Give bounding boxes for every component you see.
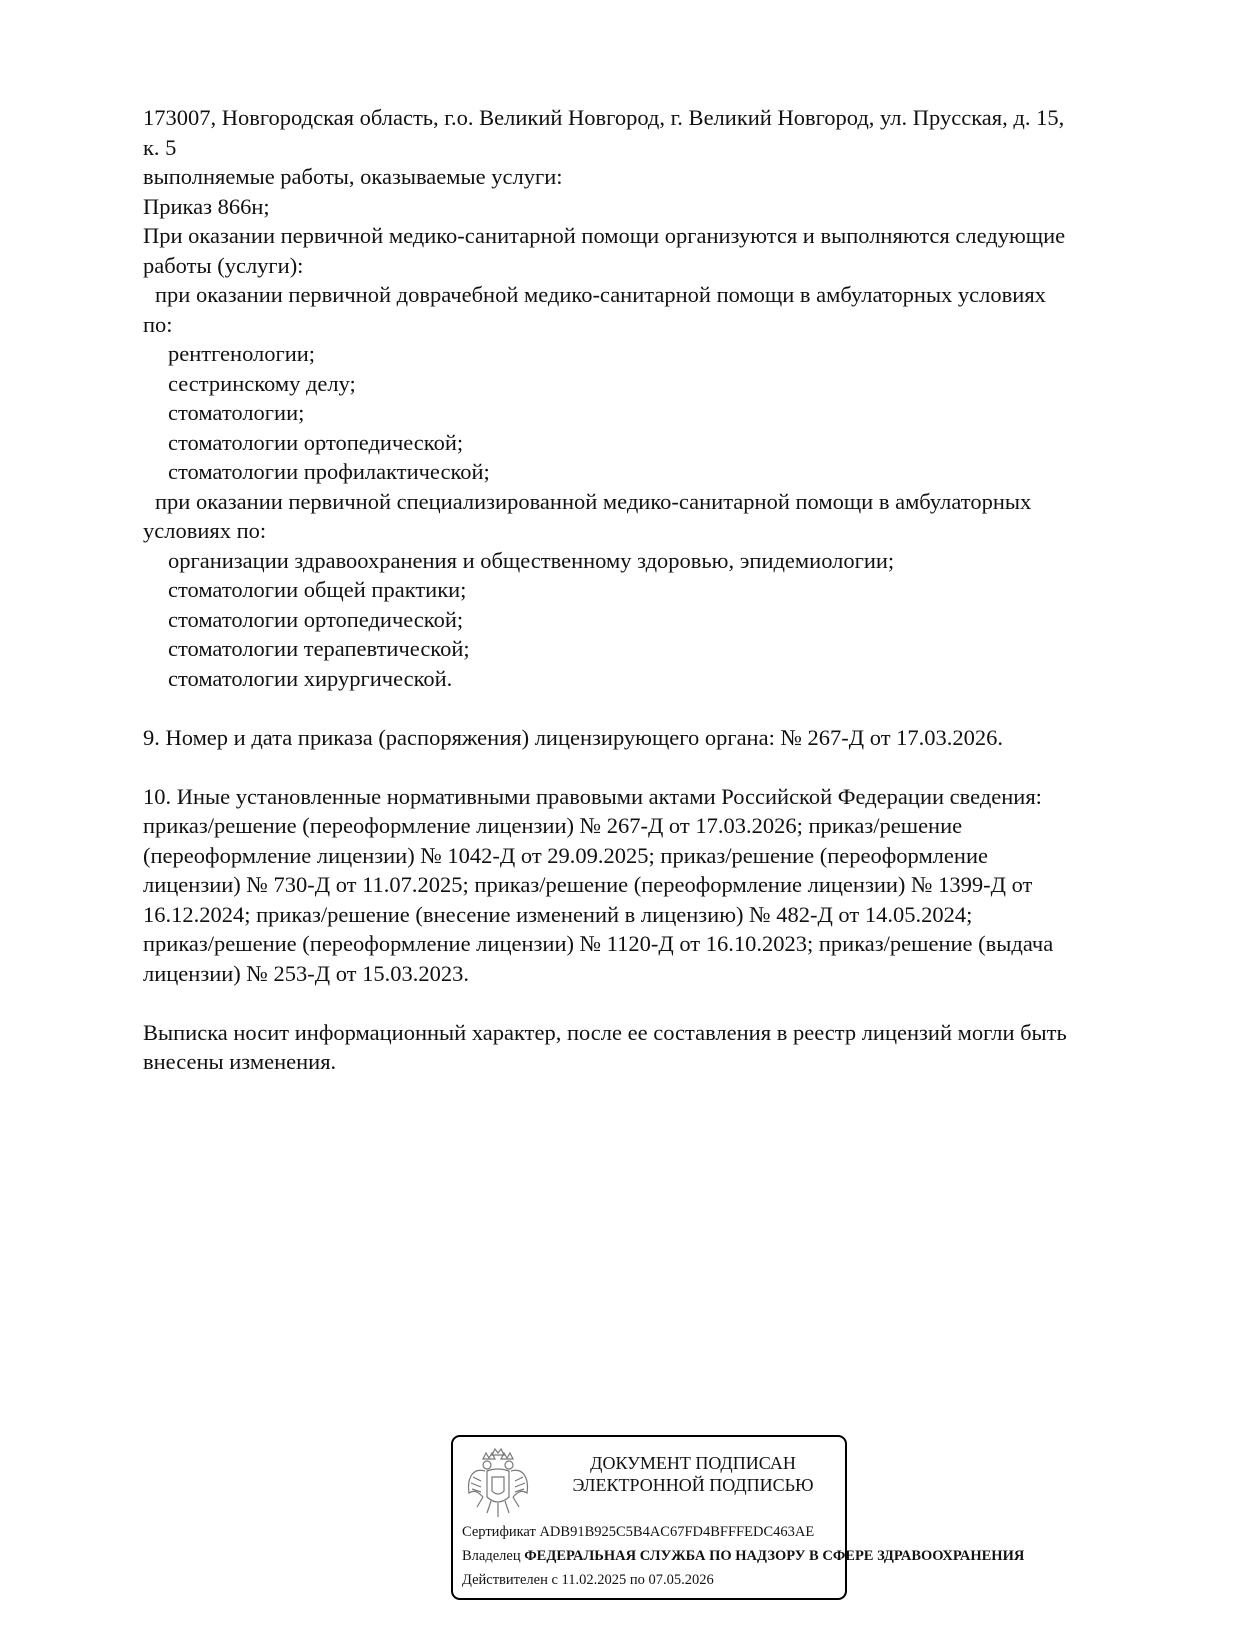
section2-heading-line-2: условиях по:: [143, 518, 267, 543]
item-10-line: 16.12.2024; приказ/решение (внесение изменений в лицензию) № 482-Д от 14.05.2024;: [143, 901, 973, 927]
list-item: стоматологии терапевтической;: [168, 636, 470, 661]
list-item: рентгенологии;: [168, 341, 316, 366]
section2-heading-line-1: при оказании первичной специализированной медико-санитарной помощи в амбулаторных: [155, 488, 1032, 514]
stamp-title-line-2: ЭЛЕКТРОННОЙ ПОДПИСЬЮ: [572, 1475, 814, 1495]
list-item: стоматологии профилактической;: [168, 459, 490, 484]
item-10-line: (переоформление лицензии) № 1042-Д от 29.09.2025; приказ/решение (переоформление: [143, 842, 988, 868]
electronic-signature-stamp: [451, 1435, 1025, 1600]
order-reference: Приказ 866н;: [143, 193, 270, 219]
coat-of-arms-icon: [465, 1447, 531, 1527]
works-heading: выполняемые работы, оказываемые услуги:: [143, 164, 563, 189]
validity-row: Действителен с 11.02.2025 по 07.05.2026: [462, 1572, 714, 1588]
spacer: [143, 988, 1143, 1018]
list-item: стоматологии общей практики;: [168, 577, 467, 602]
item-10-line: приказ/решение (переоформление лицензии) № 1120-Д от 16.10.2023; приказ/решение (выдача: [143, 931, 1054, 956]
certificate-label: Сертификат: [462, 1524, 536, 1540]
item-10-line: 10. Иные установленные нормативными правовыми актами Российской Федерации сведения:: [143, 783, 1042, 809]
certificate-value: ADB91B925C5B4AC67FD4BFFFEDC463AE: [539, 1524, 815, 1540]
intro-line-2: работы (услуги):: [143, 252, 304, 278]
stamp-title-line-1: ДОКУМЕНТ ПОДПИСАН: [590, 1453, 796, 1473]
list-item: стоматологии хирургической.: [168, 665, 453, 691]
disclaimer-line: Выписка носит информационный характер, после ее составления в реестр лицензий могли быть: [143, 1019, 1067, 1045]
document-body: [143, 103, 1143, 1077]
owner-label: Владелец: [462, 1548, 521, 1564]
certificate-row: [462, 1523, 814, 1541]
list-item: стоматологии;: [168, 400, 305, 425]
item-10-line: приказ/решение (переоформление лицензии) № 267-Д от 17.03.2026; приказ/решение: [143, 813, 963, 838]
spacer: [143, 752, 1143, 782]
item-10-line: лицензии) № 730-Д от 11.07.2025; приказ/решение (переоформление лицензии) № 1399-Д от: [143, 872, 1033, 897]
section1-heading-line-1: при оказании первичной доврачебной медико-санитарной помощи в амбулаторных условиях: [155, 282, 1046, 307]
list-item: стоматологии ортопедической;: [168, 429, 464, 455]
section1-heading-line-2: по:: [143, 311, 173, 337]
disclaimer-line: внесены изменения.: [143, 1049, 337, 1074]
list-item: стоматологии ортопедической;: [168, 606, 464, 632]
owner-value: ФЕДЕРАЛЬНАЯ СЛУЖБА ПО НАДЗОРУ В СФЕРЕ ЗДРАВООХРАНЕНИЯ: [524, 1548, 1025, 1564]
item-10-line: лицензии) № 253-Д от 15.03.2023.: [143, 960, 470, 986]
item-9-order-number: 9. Номер и дата приказа (распоряжения) лицензирующего органа: № 267-Д от 17.03.2026.: [143, 724, 1004, 750]
address-line-1: 173007, Новгородская область, г.о. Великий Новгород, г. Великий Новгород, ул. Прусская, д. 15,: [143, 105, 1065, 130]
list-item: организации здравоохранения и общественному здоровью, эпидемиологии;: [168, 547, 895, 573]
owner-row: [462, 1547, 1024, 1565]
intro-line-1: При оказании первичной медико-санитарной помощи организуются и выполняются следующие: [143, 223, 1066, 248]
spacer: [143, 693, 1143, 723]
address-line-2: к. 5: [143, 134, 177, 160]
list-item: сестринскому делу;: [168, 370, 356, 396]
